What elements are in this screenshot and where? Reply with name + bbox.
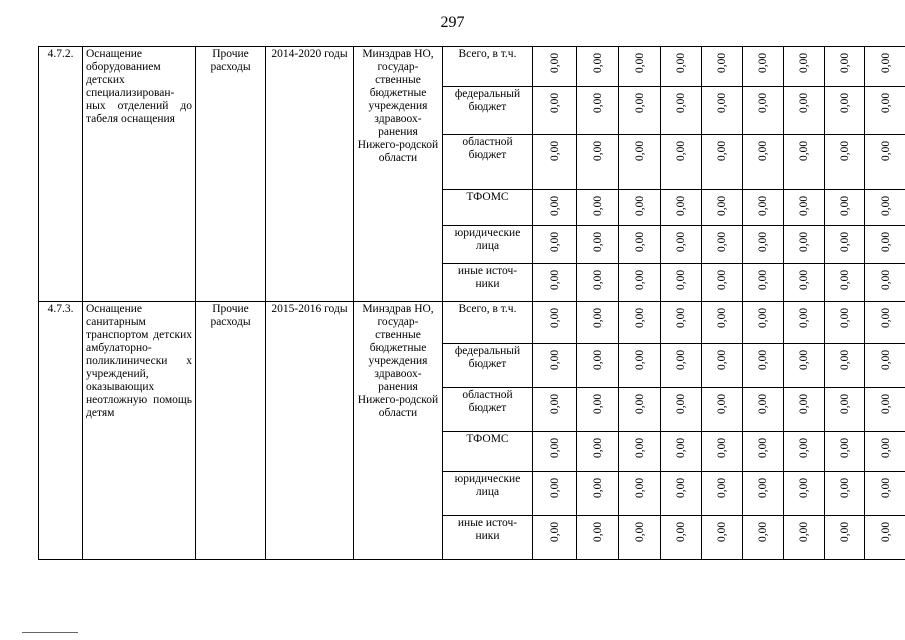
value-text: 0,00 — [675, 269, 687, 291]
value-text: 0,00 — [591, 52, 604, 74]
funding-source: Всего, в т.ч. — [443, 47, 533, 87]
value-text: 0,00 — [838, 195, 851, 217]
value-cell — [784, 516, 825, 560]
value-cell — [661, 226, 702, 264]
value-text: 0,00 — [591, 92, 604, 114]
value-cell — [825, 135, 865, 190]
measure-name: Оснащение санитарным транспортом детских амбулаторно-поликлинически х учреждений, оказывающих неотложную помощь детям — [83, 302, 196, 560]
measure-number: 4.7.3. — [39, 302, 83, 560]
value-cell — [702, 87, 743, 135]
value-text: 0,00 — [633, 437, 646, 459]
funding-source: областной бюджет — [443, 388, 533, 432]
value-text: 0,00 — [879, 231, 892, 253]
value-text: 0,00 — [716, 307, 728, 329]
value-cell — [743, 226, 784, 264]
implementation-years: 2015-2016 годы — [266, 302, 354, 560]
value-cell — [619, 87, 661, 135]
value-cell — [743, 47, 784, 87]
value-text: 0,00 — [798, 349, 810, 371]
value-cell — [865, 135, 905, 190]
value-cell — [825, 302, 865, 344]
value-cell — [619, 432, 661, 472]
value-cell — [702, 302, 743, 344]
value-cell — [865, 516, 905, 560]
funding-source: федеральный бюджет — [443, 344, 533, 388]
value-text: 0,00 — [838, 52, 851, 74]
value-text: 0,00 — [757, 307, 769, 329]
value-cell — [825, 388, 865, 432]
value-cell — [577, 472, 619, 516]
value-text: 0,00 — [798, 477, 810, 499]
funding-source: ТФОМС — [443, 432, 533, 472]
value-cell — [702, 516, 743, 560]
value-cell — [865, 388, 905, 432]
value-text: 0,00 — [879, 269, 892, 291]
value-text: 0,00 — [591, 307, 604, 329]
value-cell — [533, 264, 577, 302]
value-text: 0,00 — [548, 269, 561, 291]
value-text: 0,00 — [675, 477, 687, 499]
value-text: 0,00 — [879, 140, 892, 162]
value-text: 0,00 — [757, 269, 769, 291]
value-text: 0,00 — [548, 195, 561, 217]
value-text: 0,00 — [798, 307, 810, 329]
value-cell — [661, 190, 702, 226]
value-text: 0,00 — [716, 195, 728, 217]
expense-category: Прочие расходы — [196, 302, 266, 560]
value-cell — [702, 344, 743, 388]
value-text: 0,00 — [591, 521, 604, 543]
implementation-years: 2014-2020 годы — [266, 47, 354, 302]
value-text: 0,00 — [879, 477, 892, 499]
value-text: 0,00 — [633, 140, 646, 162]
value-text: 0,00 — [757, 477, 769, 499]
value-text: 0,00 — [548, 140, 561, 162]
value-text: 0,00 — [757, 349, 769, 371]
value-cell — [577, 226, 619, 264]
value-cell — [533, 47, 577, 87]
value-cell — [865, 47, 905, 87]
value-cell — [743, 344, 784, 388]
value-text: 0,00 — [675, 307, 687, 329]
funding-source: иные источ-ники — [443, 516, 533, 560]
value-text: 0,00 — [591, 393, 604, 415]
value-text: 0,00 — [838, 521, 851, 543]
value-cell — [825, 87, 865, 135]
value-cell — [533, 344, 577, 388]
value-cell — [702, 47, 743, 87]
value-text: 0,00 — [838, 437, 851, 459]
value-text: 0,00 — [633, 92, 646, 114]
value-text: 0,00 — [633, 195, 646, 217]
value-text: 0,00 — [879, 195, 892, 217]
value-cell — [533, 190, 577, 226]
value-text: 0,00 — [798, 231, 810, 253]
value-text: 0,00 — [716, 92, 728, 114]
value-text: 0,00 — [757, 393, 769, 415]
value-cell — [619, 388, 661, 432]
value-cell — [825, 190, 865, 226]
value-text: 0,00 — [548, 477, 561, 499]
value-text: 0,00 — [675, 195, 687, 217]
value-cell — [825, 432, 865, 472]
expense-category: Прочие расходы — [196, 47, 266, 302]
value-text: 0,00 — [879, 349, 892, 371]
page-number: 297 — [440, 14, 465, 31]
value-cell — [784, 472, 825, 516]
value-cell — [533, 388, 577, 432]
value-cell — [784, 135, 825, 190]
value-cell — [825, 344, 865, 388]
value-text: 0,00 — [633, 307, 646, 329]
value-cell — [533, 87, 577, 135]
funding-source: областной бюджет — [443, 135, 533, 190]
value-cell — [702, 472, 743, 516]
value-text: 0,00 — [838, 269, 851, 291]
value-cell — [661, 264, 702, 302]
value-cell — [619, 47, 661, 87]
value-cell — [702, 226, 743, 264]
value-text: 0,00 — [838, 307, 851, 329]
value-text: 0,00 — [757, 437, 769, 459]
value-cell — [784, 264, 825, 302]
value-cell — [743, 190, 784, 226]
value-text: 0,00 — [838, 393, 851, 415]
value-cell — [865, 472, 905, 516]
value-cell — [784, 302, 825, 344]
value-text: 0,00 — [548, 231, 561, 253]
value-cell — [784, 47, 825, 87]
value-text: 0,00 — [798, 437, 810, 459]
value-text: 0,00 — [548, 307, 561, 329]
funding-source: юридические лица — [443, 226, 533, 264]
value-cell — [661, 47, 702, 87]
value-text: 0,00 — [591, 349, 604, 371]
value-text: 0,00 — [757, 195, 769, 217]
value-text: 0,00 — [675, 140, 687, 162]
value-cell — [661, 516, 702, 560]
value-cell — [661, 87, 702, 135]
value-text: 0,00 — [633, 52, 646, 74]
value-text: 0,00 — [757, 521, 769, 543]
value-text: 0,00 — [798, 52, 810, 74]
value-cell — [577, 388, 619, 432]
value-text: 0,00 — [716, 393, 728, 415]
value-cell — [825, 226, 865, 264]
value-cell — [619, 344, 661, 388]
value-text: 0,00 — [838, 231, 851, 253]
value-cell — [865, 226, 905, 264]
value-text: 0,00 — [548, 521, 561, 543]
value-text: 0,00 — [591, 195, 604, 217]
value-cell — [825, 47, 865, 87]
value-text: 0,00 — [757, 92, 769, 114]
value-text: 0,00 — [879, 307, 892, 329]
value-cell — [743, 432, 784, 472]
value-text: 0,00 — [591, 269, 604, 291]
value-cell — [865, 344, 905, 388]
value-cell — [743, 87, 784, 135]
value-cell — [825, 472, 865, 516]
value-text: 0,00 — [675, 349, 687, 371]
value-cell — [865, 87, 905, 135]
value-text: 0,00 — [757, 231, 769, 253]
value-text: 0,00 — [879, 92, 892, 114]
value-cell — [661, 472, 702, 516]
value-text: 0,00 — [798, 269, 810, 291]
value-text: 0,00 — [838, 92, 851, 114]
value-cell — [533, 302, 577, 344]
funding-source: Всего, в т.ч. — [443, 302, 533, 344]
value-cell — [577, 432, 619, 472]
value-text: 0,00 — [879, 437, 892, 459]
value-text: 0,00 — [879, 52, 892, 74]
value-text: 0,00 — [548, 393, 561, 415]
value-text: 0,00 — [675, 437, 687, 459]
value-text: 0,00 — [838, 349, 851, 371]
value-text: 0,00 — [838, 477, 851, 499]
value-text: 0,00 — [716, 140, 728, 162]
value-cell — [533, 516, 577, 560]
value-cell — [865, 432, 905, 472]
value-cell — [784, 87, 825, 135]
funding-source: ТФОМС — [443, 190, 533, 226]
value-cell — [743, 302, 784, 344]
value-cell — [784, 388, 825, 432]
value-cell — [702, 135, 743, 190]
value-text: 0,00 — [633, 393, 646, 415]
value-text: 0,00 — [838, 140, 851, 162]
value-text: 0,00 — [798, 195, 810, 217]
value-text: 0,00 — [716, 52, 728, 74]
value-text: 0,00 — [879, 393, 892, 415]
value-cell — [533, 226, 577, 264]
value-cell — [865, 264, 905, 302]
value-text: 0,00 — [633, 349, 646, 371]
measure-number: 4.7.2. — [39, 47, 83, 302]
value-cell — [702, 264, 743, 302]
value-text: 0,00 — [716, 349, 728, 371]
value-cell — [661, 388, 702, 432]
table-row — [39, 47, 905, 87]
measure-name: Оснащение оборудованием детских специализирован-ных отделений до табеля оснащения — [83, 47, 196, 302]
footer-divider — [22, 632, 78, 633]
value-cell — [619, 516, 661, 560]
value-text: 0,00 — [798, 521, 810, 543]
value-cell — [661, 302, 702, 344]
value-cell — [533, 472, 577, 516]
value-text: 0,00 — [548, 437, 561, 459]
value-text: 0,00 — [548, 52, 561, 74]
value-cell — [577, 190, 619, 226]
value-cell — [865, 190, 905, 226]
funding-source: юридические лица — [443, 472, 533, 516]
value-text: 0,00 — [757, 52, 769, 74]
value-text: 0,00 — [798, 393, 810, 415]
value-cell — [661, 135, 702, 190]
value-cell — [702, 190, 743, 226]
value-cell — [577, 516, 619, 560]
value-cell — [743, 264, 784, 302]
value-text: 0,00 — [548, 349, 561, 371]
value-cell — [661, 432, 702, 472]
value-cell — [784, 190, 825, 226]
budget-table — [38, 46, 905, 560]
value-cell — [577, 344, 619, 388]
value-cell — [577, 264, 619, 302]
value-cell — [577, 302, 619, 344]
value-cell — [619, 472, 661, 516]
value-cell — [619, 226, 661, 264]
value-cell — [865, 302, 905, 344]
value-text: 0,00 — [716, 269, 728, 291]
value-text: 0,00 — [675, 52, 687, 74]
value-text: 0,00 — [633, 521, 646, 543]
value-cell — [825, 264, 865, 302]
value-cell — [702, 388, 743, 432]
value-cell — [619, 135, 661, 190]
funding-source: иные источ-ники — [443, 264, 533, 302]
value-cell — [784, 432, 825, 472]
value-text: 0,00 — [675, 92, 687, 114]
value-text: 0,00 — [716, 521, 728, 543]
value-cell — [619, 190, 661, 226]
value-text: 0,00 — [879, 521, 892, 543]
value-cell — [577, 135, 619, 190]
executor: Минздрав НО, государ-ственные бюджетные учреждения здравоох-ранения Нижего-родской области — [354, 302, 443, 560]
value-cell — [743, 135, 784, 190]
value-cell — [577, 87, 619, 135]
value-text: 0,00 — [716, 477, 728, 499]
table-row — [39, 302, 905, 344]
value-cell — [702, 432, 743, 472]
value-cell — [743, 388, 784, 432]
funding-source: федеральный бюджет — [443, 87, 533, 135]
value-text: 0,00 — [675, 231, 687, 253]
value-cell — [784, 226, 825, 264]
value-text: 0,00 — [633, 269, 646, 291]
value-text: 0,00 — [633, 231, 646, 253]
value-cell — [743, 516, 784, 560]
value-text: 0,00 — [591, 437, 604, 459]
value-text: 0,00 — [548, 92, 561, 114]
value-cell — [743, 472, 784, 516]
value-cell — [784, 344, 825, 388]
value-text: 0,00 — [675, 521, 687, 543]
value-cell — [577, 47, 619, 87]
value-text: 0,00 — [675, 393, 687, 415]
value-text: 0,00 — [633, 477, 646, 499]
value-text: 0,00 — [757, 140, 769, 162]
value-text: 0,00 — [716, 231, 728, 253]
value-text: 0,00 — [798, 92, 810, 114]
value-cell — [825, 516, 865, 560]
value-cell — [533, 432, 577, 472]
value-text: 0,00 — [591, 140, 604, 162]
value-text: 0,00 — [591, 231, 604, 253]
executor: Минздрав НО, государ-ственные бюджетные учреждения здравоох-ранения Нижего-родской области — [354, 47, 443, 302]
value-text: 0,00 — [798, 140, 810, 162]
value-text: 0,00 — [716, 437, 728, 459]
value-cell — [619, 302, 661, 344]
value-cell — [661, 344, 702, 388]
value-cell — [533, 135, 577, 190]
value-cell — [619, 264, 661, 302]
value-text: 0,00 — [591, 477, 604, 499]
